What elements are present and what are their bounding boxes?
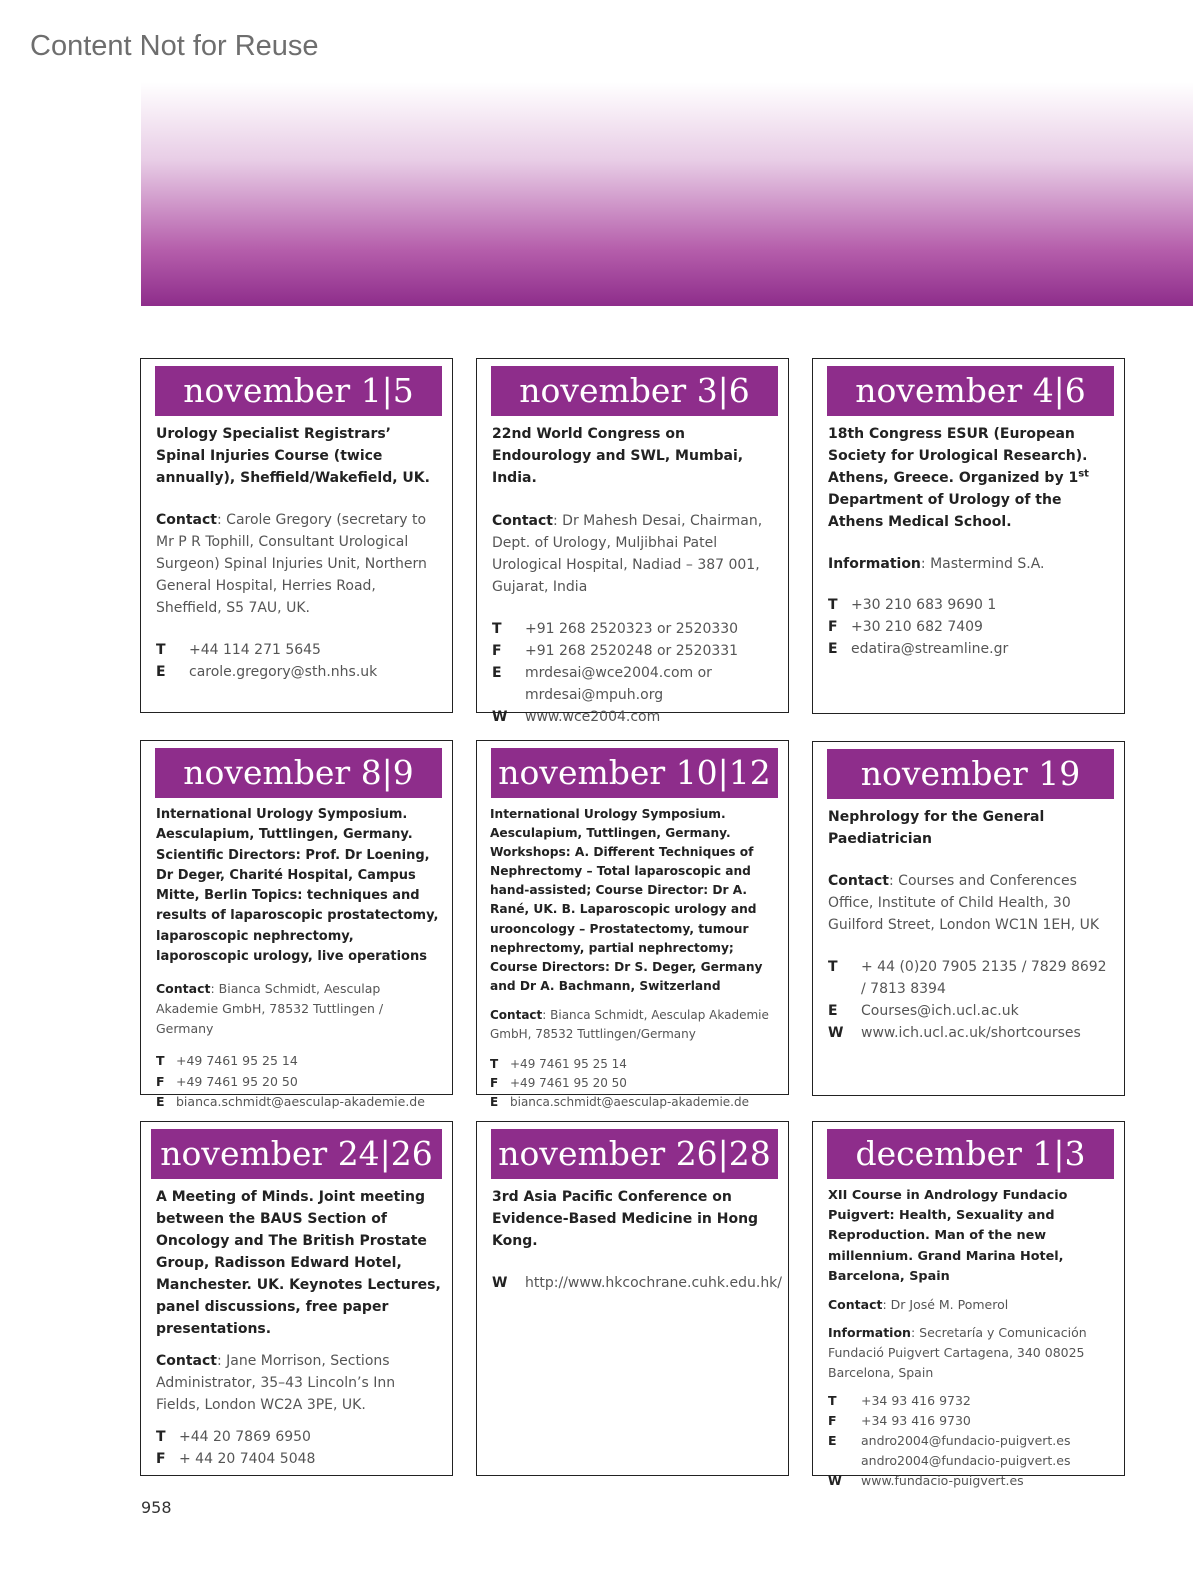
event-title: Urology Specialist Registrars’ Spinal Injuries Course (twice annually), Sheffield/Wakefield, UK. <box>156 426 430 486</box>
contact-text: : Dr Mahesh Desai, Chairman, Dept. of Urology, Muljibhai Patel Urological Hospital, Nadiad – 387 001, Gujarat, India <box>492 513 763 595</box>
event-contact <box>156 979 442 1039</box>
event-date: november 10|12 <box>491 748 778 798</box>
event-card-nov-4-6 <box>812 358 1125 714</box>
contact-text: : Jane Morrison, Sections Administrator, 35–43 Lincoln’s Inn Fields, London WC2A 3PE, UK. <box>156 1353 396 1413</box>
contact-label: Contact <box>828 873 889 889</box>
event-date: november 3|6 <box>491 366 778 416</box>
web-label: W <box>492 709 508 725</box>
email-value: bianca.schmidt@aesculap-akademie.de <box>176 1094 425 1110</box>
web-value[interactable]: www.fundacio-puigvert.es <box>861 1473 1024 1489</box>
event-information <box>828 1323 1114 1383</box>
information-text: : Secretaría y Comunicación Fundació Puigvert Cartagena, 340 08025 Barcelona, Spain <box>828 1325 1087 1381</box>
phone-value: + 44 (0)20 7905 2135 / 7829 8692 / 7813 8394 <box>861 959 1107 997</box>
email-value: carole.gregory@sth.nhs.uk <box>189 664 378 680</box>
email-label: E <box>156 1094 165 1110</box>
contact-details <box>156 639 442 683</box>
event-title: 22nd World Congress on Endourology and SWL, Mumbai, India. <box>492 426 744 486</box>
contact-details <box>828 956 1114 1044</box>
event-title: International Urology Symposium. Aesculapium, Tuttlingen, Germany. Workshops: A. Different Techniques of Nephrectomy – Total laparoscopic and hand-assisted; Course Director: Dr A. Rané, UK. B. Laparoscopic urology and urooncology – Prostatectomy, tumour nephrectomy, partial nephrectomy; Course Directors: Dr S. Deger, Germany and Dr A. Bachmann, Switzerland <box>490 807 763 993</box>
event-card-nov-26-28 <box>476 1121 789 1476</box>
event-card-dec-1-3 <box>812 1121 1125 1489</box>
phone-label: T <box>490 1056 499 1071</box>
information-label: Information <box>828 1325 911 1341</box>
phone-value: +44 20 7869 6950 <box>179 1429 311 1445</box>
contact-text: : Bianca Schmidt, Aesculap Akademie GmbH, 78532 Tuttlingen/Germany <box>490 1007 769 1042</box>
contact-details <box>490 1055 778 1112</box>
fax-value: +34 93 416 9730 <box>861 1413 971 1429</box>
email-label: E <box>828 641 838 657</box>
fax-value: + 44 20 7404 5048 <box>179 1451 316 1467</box>
phone-value: +34 93 416 9732 <box>861 1393 971 1409</box>
event-contact <box>828 870 1114 936</box>
event-contact <box>492 510 778 598</box>
web-value[interactable]: http://www.hkcochrane.cuhk.edu.hk/ <box>525 1275 783 1291</box>
event-date: november 8|9 <box>155 748 442 798</box>
contact-details <box>828 594 1114 660</box>
phone-label: T <box>828 959 838 975</box>
contact-text: : Carole Gregory (secretary to Mr P R Tophill, Consultant Urological Surgeon) Spinal Injuries Unit, Northern General Hospital, Herries Road, Sheffield, S5 7AU, UK. <box>156 512 427 616</box>
phone-value: +30 210 683 9690 1 <box>851 597 997 613</box>
event-date: december 1|3 <box>827 1129 1114 1179</box>
email-value: edatira@streamline.gr <box>851 641 1009 657</box>
information-label: Information <box>828 556 921 572</box>
event-title: Nephrology for the General Paediatrician <box>828 809 1045 847</box>
email-label: E <box>828 1433 837 1449</box>
web-value[interactable]: www.wce2004.com <box>525 709 661 725</box>
phone-value: +49 7461 95 25 14 <box>176 1053 298 1069</box>
contact-text: : Dr José M. Pomerol <box>882 1297 1009 1313</box>
fax-value: +30 210 682 7409 <box>851 619 983 635</box>
contact-details <box>156 1426 442 1470</box>
fax-label: F <box>156 1451 166 1467</box>
phone-label: T <box>828 597 838 613</box>
email-label: E <box>492 665 502 681</box>
event-date: november 26|28 <box>491 1129 778 1179</box>
phone-label: T <box>492 621 502 637</box>
event-contact <box>490 1006 778 1045</box>
contact-text: : Courses and Conferences Office, Institute of Child Health, 30 Guilford Street, London WC1N 1EH, UK <box>828 873 1100 933</box>
phone-label: T <box>828 1393 837 1409</box>
event-title: XII Course in Andrology Fundacio Puigvert: Health, Sexuality and Reproduction. Man of the new millennium. Grand Marina Hotel, Barcelona, Spain <box>828 1188 1068 1284</box>
fax-value: +49 7461 95 20 50 <box>510 1075 627 1090</box>
event-date: november 1|5 <box>155 366 442 416</box>
contact-label: Contact <box>490 1007 543 1022</box>
contact-details <box>492 618 778 728</box>
fax-label: F <box>490 1075 499 1090</box>
event-card-nov-19 <box>812 741 1125 1096</box>
event-card-nov-1-5 <box>140 358 453 713</box>
email-label: E <box>156 664 166 680</box>
fax-label: F <box>156 1073 165 1089</box>
contact-label: Contact <box>156 981 211 997</box>
header-banner <box>141 82 1193 306</box>
email-label: E <box>828 1003 838 1019</box>
phone-value: +49 7461 95 25 14 <box>510 1056 627 1071</box>
event-title: 18th Congress ESUR (European Society for Urological Research). Athens, Greece. Organized by 1st Department of Urology of the Athens Medical School. <box>828 426 1089 530</box>
contact-details <box>492 1272 783 1294</box>
event-card-nov-24-26 <box>140 1121 453 1476</box>
event-date: november 4|6 <box>827 366 1114 416</box>
contact-label: Contact <box>156 1353 217 1369</box>
fax-label: F <box>828 1413 837 1429</box>
web-label: W <box>492 1275 508 1291</box>
web-label: W <box>828 1473 842 1489</box>
email-value: andro2004@fundacio-puigvert.es andro2004@fundacio-puigvert.es <box>861 1433 1071 1469</box>
email-value: bianca.schmidt@aesculap-akademie.de <box>510 1094 749 1109</box>
information-text: : Mastermind S.A. <box>920 556 1045 572</box>
phone-value: +91 268 2520323 or 2520330 <box>525 621 739 637</box>
watermark-text: Content Not for Reuse <box>30 30 319 62</box>
fax-label: F <box>828 619 838 635</box>
contact-details <box>156 1051 442 1113</box>
event-card-nov-3-6 <box>476 358 789 725</box>
event-card-nov-8-9 <box>140 740 453 1110</box>
contact-text: : Bianca Schmidt, Aesculap Akademie GmbH, 78532 Tuttlingen / Germany <box>156 981 384 1037</box>
web-label: W <box>828 1025 844 1041</box>
page-number: 958 <box>141 1498 172 1517</box>
fax-label: F <box>492 643 502 659</box>
phone-label: T <box>156 642 166 658</box>
event-title: 3rd Asia Pacific Conference on Evidence-Based Medicine in Hong Kong. <box>492 1189 759 1249</box>
event-contact <box>156 509 442 619</box>
phone-label: T <box>156 1429 166 1445</box>
event-date: november 24|26 <box>151 1129 442 1179</box>
event-information <box>828 553 1114 575</box>
phone-label: T <box>156 1053 165 1069</box>
event-contact <box>828 1295 1114 1315</box>
contact-label: Contact <box>492 513 553 529</box>
email-value: mrdesai@wce2004.com or mrdesai@mpuh.org <box>525 665 712 703</box>
contact-label: Contact <box>828 1297 883 1313</box>
contact-details <box>828 1391 1114 1491</box>
event-date: november 19 <box>827 749 1114 799</box>
phone-value: +44 114 271 5645 <box>189 642 321 658</box>
event-card-nov-10-12 <box>476 740 789 1109</box>
email-label: E <box>490 1094 499 1109</box>
fax-value: +49 7461 95 20 50 <box>176 1073 298 1089</box>
email-value: Courses@ich.ucl.ac.uk <box>861 1003 1019 1019</box>
fax-value: +91 268 2520248 or 2520331 <box>525 643 739 659</box>
web-value[interactable]: www.ich.ucl.ac.uk/shortcourses <box>861 1025 1081 1041</box>
event-title: A Meeting of Minds. Joint meeting between the BAUS Section of Oncology and The British Prostate Group, Radisson Edward Hotel, Manchester. UK. Keynotes Lectures, panel discussions, free paper presentations. <box>156 1189 441 1337</box>
event-contact <box>156 1350 442 1416</box>
event-title: International Urology Symposium. Aesculapium, Tuttlingen, Germany. Scientific Directors: Prof. Dr Loening, Dr Deger, Charité Hospital, Campus Mitte, Berlin Topics: techniques and results of laparoscopic prostatectomy, laparoscopic nephrectomy, laporoscopic urology, live operations <box>156 807 439 965</box>
contact-label: Contact <box>156 512 217 528</box>
